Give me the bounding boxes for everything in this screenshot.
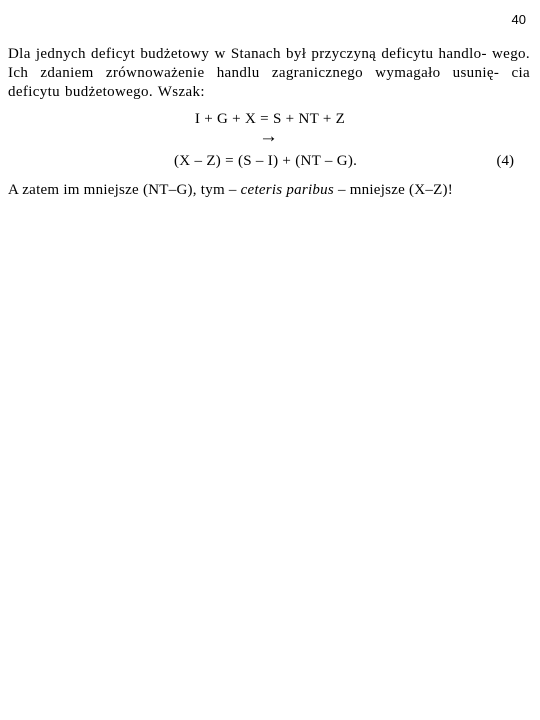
- page-number: 40: [511, 12, 526, 27]
- conclusion-text-start: A zatem im mniejsze (NT–G), tym –: [8, 182, 241, 198]
- ceteris-paribus-phrase: ceteris paribus: [240, 182, 334, 198]
- intro-paragraph: [8, 45, 530, 102]
- intro-line-1: Dla jednych deficyt budżetowy w Stanach był przyczyną deficytu handlo-: [8, 46, 487, 62]
- equation-number: (4): [496, 153, 514, 169]
- result-equation: (X – Z) = (S – I) + (NT – G).: [174, 153, 358, 169]
- identity-equation: I + G + X = S + NT + Z: [194, 111, 346, 127]
- intro-line-2: wego. Ich zdaniem zrównoważenie handlu zagranicznego wymagało usunię-: [8, 46, 530, 81]
- conclusion-paragraph: [8, 181, 530, 200]
- right-arrow-icon: →: [259, 126, 278, 147]
- conclusion-text-end: – mniejsze (X–Z)!: [333, 182, 453, 198]
- intro-line-3: cia deficytu budżetowego. Wszak:: [8, 65, 531, 100]
